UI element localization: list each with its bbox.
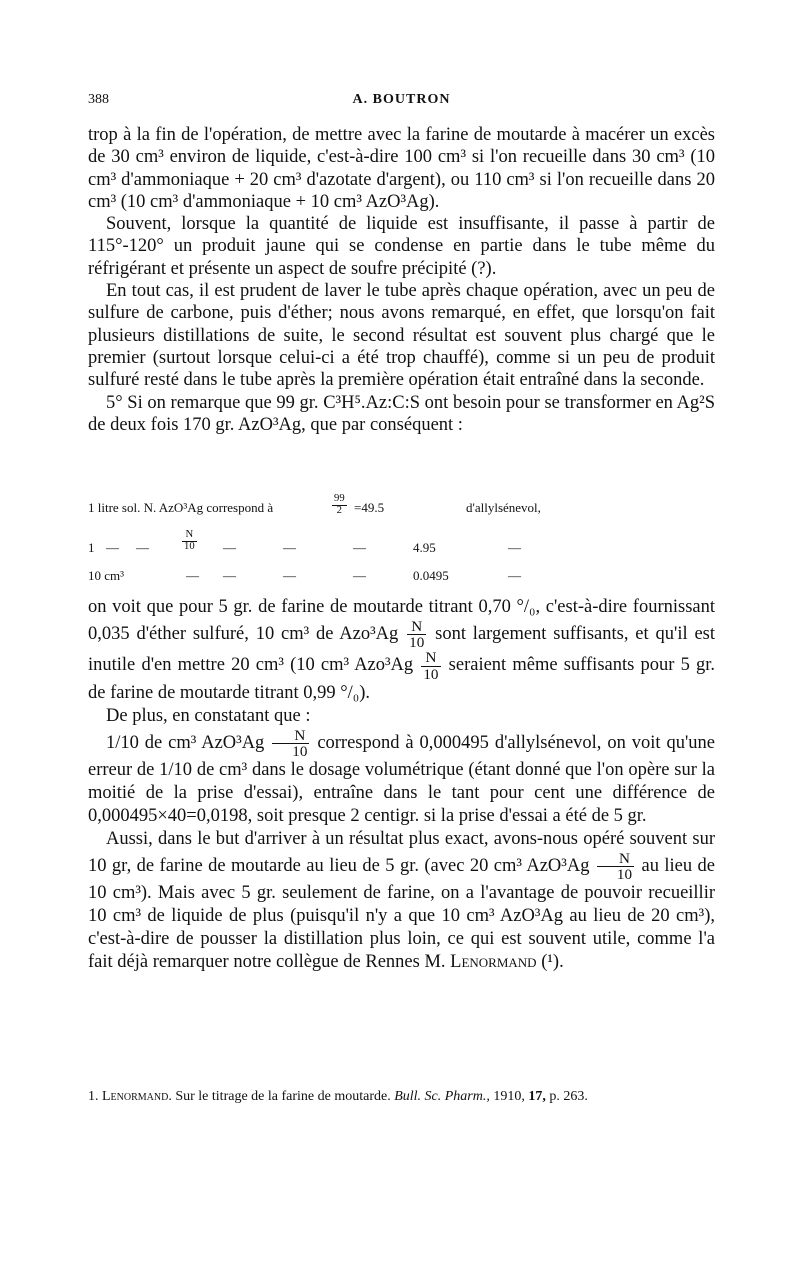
table-cell-value: 0.0495 [413,568,449,583]
table-cell-value: =49.5 [354,500,385,515]
page-header [88,92,715,112]
table-cell-label: 1 litre sol. N. AzO³Ag correspond à [88,500,274,515]
footnote-volume: 17, [528,1089,546,1104]
fraction-n-10: $\frac{N}{10}$ [272,728,309,759]
paragraph-4: 5° Si on remarque que 99 gr. C³H⁵.Az:C:S ont besoin pour se transformer en Ag²S de deux fois 170 gr. AzO³Ag, que par conséquent : [88,392,715,435]
table-cell-label: 1 [88,540,95,555]
paragraph-2: Souvent, lorsque la quantité de liquide est insuffisante, il passe à partir de 115°-120° un produit jaune qui se condense en partie dans le tube même du réfrigérant et présente un aspect de soufre précipité (?). [88,214,715,279]
ditto-dash: — [106,540,119,555]
paragraph-3: En tout cas, il est prudent de laver le tube après chaque opération, avec un peu de sulfure de carbone, puis d'éther; nous avons remarqué, en effet, que lorsqu'on fait plusieurs distillations de suite, le second résultat est souvent plus chargé que le premier (surtout lorsque celui-ci a été trop chauffé), comme si un peu de produit sulfuré resté dans le tube après la première opération était entraîné dans la seconde. [88,281,715,391]
body-text-bottom [88,596,715,974]
table-cell-unit: — [508,540,521,555]
ditto-dash: — [223,540,236,555]
body-text-top [88,124,715,436]
table-row [88,529,715,562]
table-row [88,493,715,522]
paragraph-8: Aussi, dans le but d'arriver à un résultat plus exact, avons-nous opéré souvent sur 10 gr, de farine de moutarde au lieu de 5 gr. (avec 20 cm³ AzO³Ag $\frac{N}{10}$ au lieu de 10 cm³). Mais avec 5 gr. seulement de farine, on a l'avantage de pouvoir recueillir 10 cm³ de liquide de plus (puisqu'il n'y a que 10 cm³ AzO³Ag au lieu de 20 cm³), c'est-à-dire de pousser la distillation plus loin, ce qui est souvent utile, comme l'a fait déjà remarquer notre collègue de Rennes M. Lenormand (¹). [88,829,716,973]
table-fraction: $\frac{99}{2}$ [334,493,345,516]
footnote-journal: Bull. Sc. Pharm., [394,1089,490,1104]
paragraph-7: 1/10 de cm³ AzO³Ag $\frac{N}{10}$ correspond à 0,000495 d'allylsénevol, on voit qu'une erreur de 1/10 de cm³ dans le dosage volumétrique (étant donné que l'on opère sur la moitié de la prise d'essai), entraîne dans le tant pour cent une différence de 0,000495×40=0,0198, soit presque 2 centigr. si la prise d'essai a été de 5 gr. [88,726,715,827]
footnote-title: Sur le titrage de la farine de moutarde. [175,1089,391,1104]
table-cell-label: 10 cm³ [88,568,125,583]
ditto-dash: — [283,568,296,583]
footnote-year: 1910, [493,1089,525,1104]
paragraph-6: De plus, en constatant que : [106,705,311,726]
footnote-author: Lenormand. [102,1089,172,1104]
ditto-dash: — [353,540,366,555]
table-fraction: $\frac{N}{10}$ [184,529,195,552]
fraction-n-10: $\frac{N}{10}$ [423,649,439,683]
fraction-n-10: $\frac{N}{10}$ [597,851,634,882]
paragraph-5: on voit que pour 5 gr. de farine de moutarde titrant 0,70 °/₀, c'est-à-dire fournissant 0,035 d'éther sulfuré, 10 cm³ de Azo³Ag $\frac{N}{10}$ sont largement suffisants, et qu'il est inutile d'en mettre 20 cm³ (10 cm³ Azo³Ag $\frac{N}{10}$ seraient même suffisants pour 5 gr. de farine de moutarde titrant 0,99 °/₀). [88,597,716,703]
footnote [88,1086,715,1107]
paragraph-1: trop à la fin de l'opération, de mettre avec la farine de moutarde à macérer un excès de 30 cm³ environ de liquide, c'est-à-dire 100 cm³ si l'on recueille dans 30 cm³ (10 cm³ d'ammoniaque + 20 cm³ d'azotate d'argent), ou 110 cm³ si l'on recueille dans 20 cm³ (10 cm³ d'ammoniaque + 10 cm³ AzO³Ag). [88,125,715,212]
table-row [88,568,715,590]
table-cell-unit: d'allylsénevol, [466,500,541,515]
footnote-page: p. 263. [549,1089,588,1104]
fraction-n-10: $\frac{N}{10}$ [409,618,425,652]
footnote-number: 1. [88,1089,99,1104]
running-head: A. BOUTRON [352,92,451,107]
ditto-dash: — [353,568,366,583]
ditto-dash: — [186,568,199,583]
page-number: 388 [88,92,109,107]
author-name: Lenormand [450,952,537,973]
table-cell-unit: — [508,568,521,583]
ditto-dash: — [223,568,236,583]
table-cell-value: 4.95 [413,540,436,555]
ditto-dash: — [136,540,149,555]
ditto-dash: — [283,540,296,555]
